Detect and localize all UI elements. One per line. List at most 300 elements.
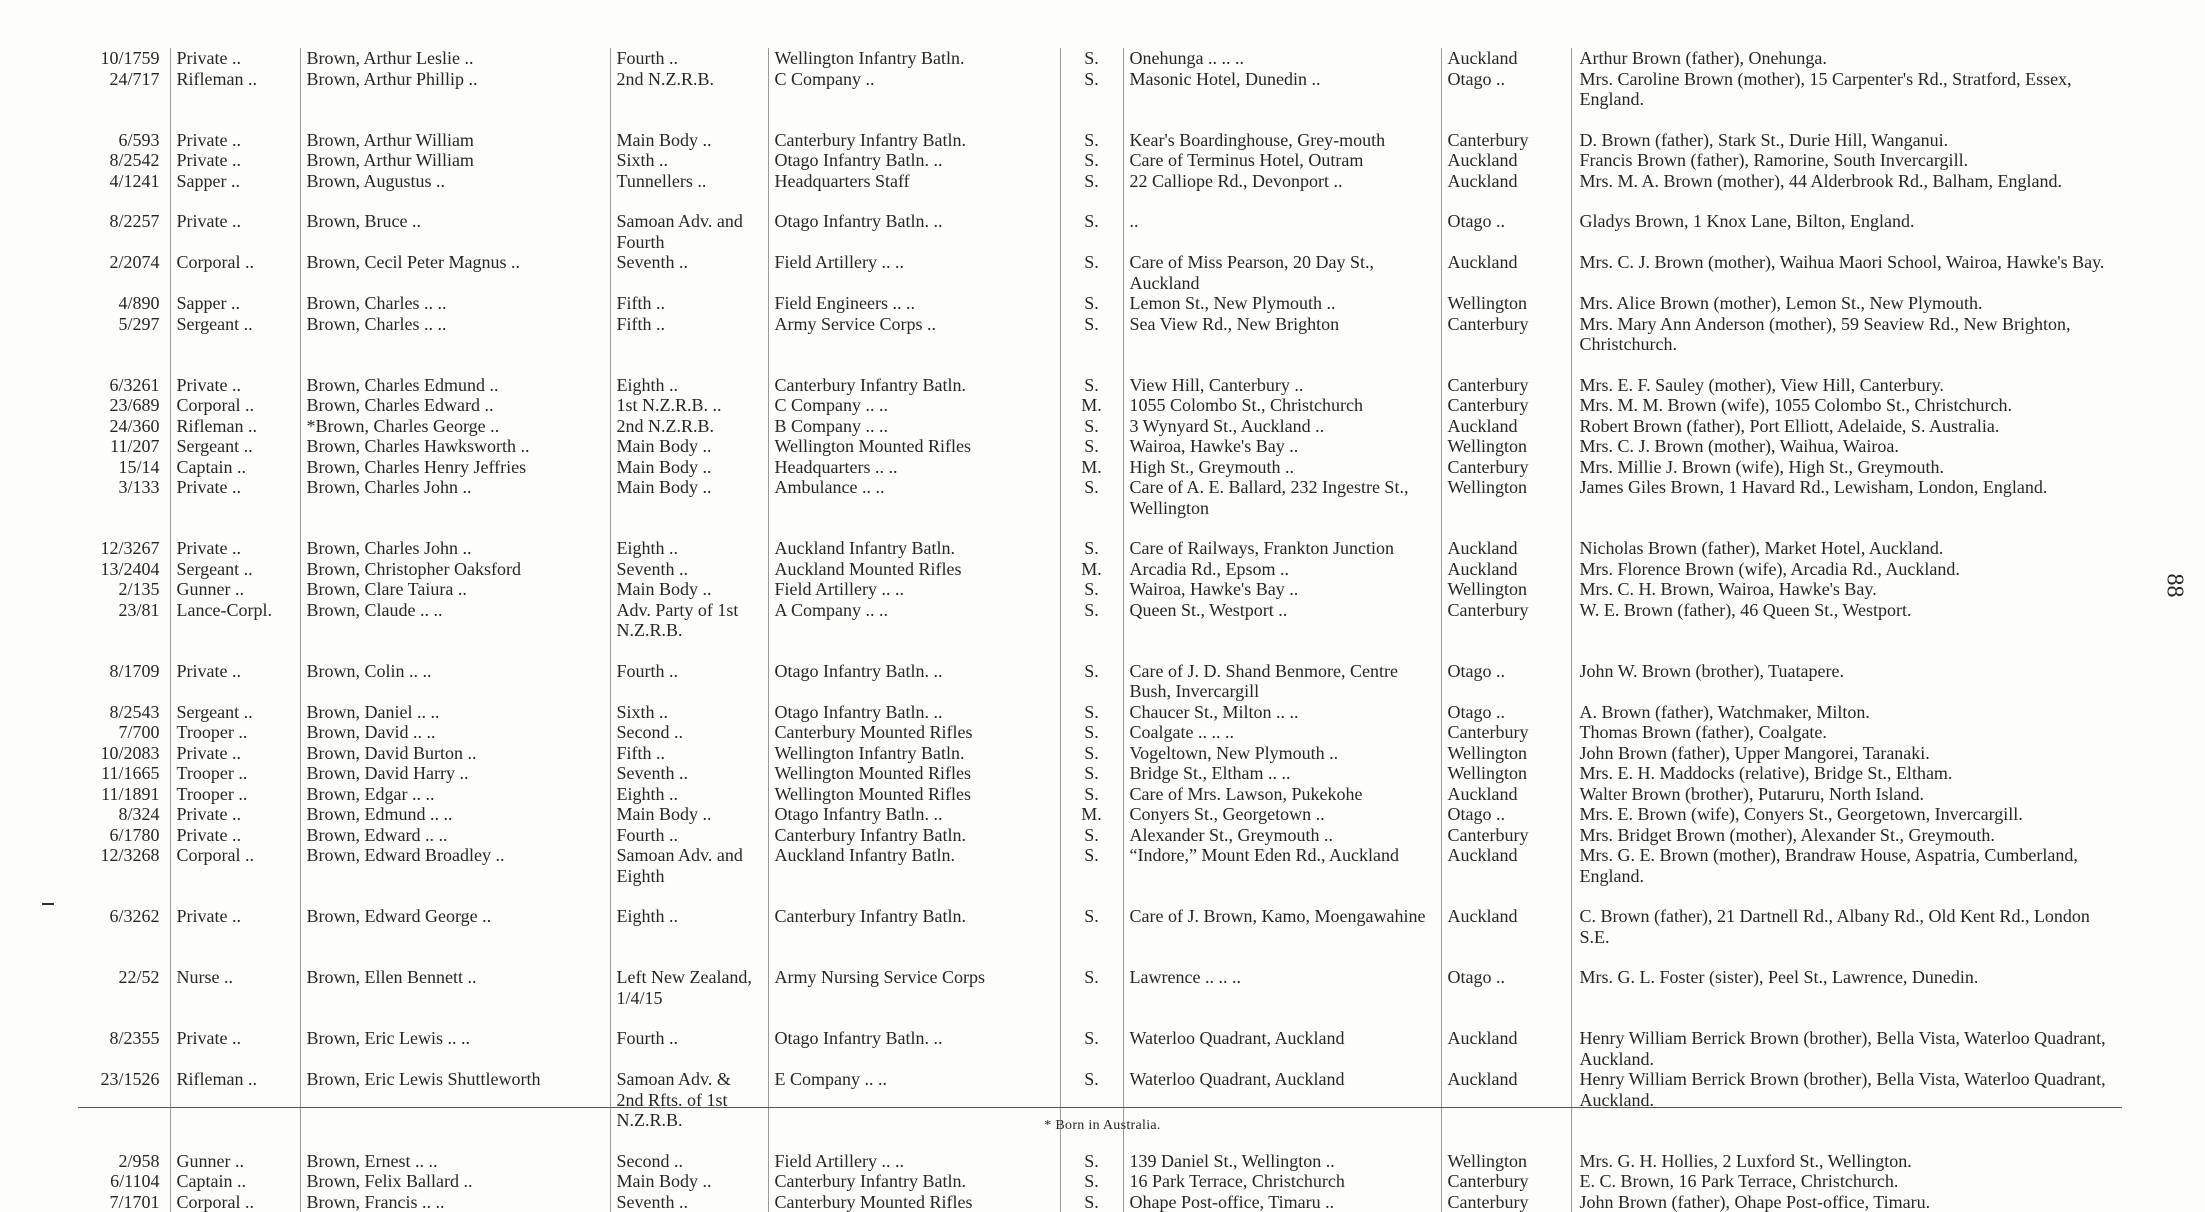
- service-number-cell: 7/1701: [78, 1192, 170, 1212]
- last-address-cell: 139 Daniel St., Wellington ..: [1123, 1131, 1441, 1172]
- marital-status-cell: M.: [1060, 395, 1123, 416]
- last-address-cell: Queen St., Westport ..: [1123, 600, 1441, 641]
- marital-status-cell: S.: [1060, 293, 1123, 314]
- draft-cell: Main Body ..: [610, 477, 768, 518]
- service-number-cell: 8/2543: [78, 702, 170, 723]
- name-cell: Brown, David Burton ..: [300, 743, 610, 764]
- unit-cell: Auckland Infantry Batln.: [768, 845, 1060, 886]
- district-cell: Wellington: [1441, 743, 1571, 764]
- name-cell: *Brown, Charles George ..: [300, 416, 610, 437]
- unit-cell: Otago Infantry Batln. ..: [768, 191, 1060, 252]
- nominal-roll-table: [78, 48, 2122, 1212]
- district-cell: Otago ..: [1441, 804, 1571, 825]
- next-of-kin-cell: Mrs. G. E. Brown (mother), Brandraw House, Aspatria, Cumberland, England.: [1571, 845, 2122, 886]
- next-of-kin-cell: Mrs. Bridget Brown (mother), Alexander St., Greymouth.: [1571, 825, 2122, 846]
- last-address-cell: Ohape Post-office, Timaru ..: [1123, 1192, 1441, 1212]
- draft-cell: Eighth ..: [610, 784, 768, 805]
- name-cell: Brown, Eric Lewis Shuttleworth: [300, 1069, 610, 1131]
- last-address-cell: 1055 Colombo St., Christchurch: [1123, 395, 1441, 416]
- table-row: [78, 559, 2122, 580]
- marital-status-cell: S.: [1060, 1008, 1123, 1069]
- unit-cell: Canterbury Infantry Batln.: [768, 355, 1060, 396]
- draft-cell: 2nd N.Z.R.B.: [610, 416, 768, 437]
- marital-status-cell: S.: [1060, 191, 1123, 252]
- marital-status-cell: S.: [1060, 69, 1123, 110]
- marital-status-cell: S.: [1060, 825, 1123, 846]
- next-of-kin-cell: D. Brown (father), Stark St., Durie Hill, Wanganui.: [1571, 110, 2122, 151]
- name-cell: Brown, Ellen Bennett ..: [300, 947, 610, 1008]
- unit-cell: Wellington Infantry Batln.: [768, 743, 1060, 764]
- rank-cell: Private ..: [170, 1008, 300, 1069]
- service-number-cell: 8/2542: [78, 150, 170, 171]
- unit-cell: Otago Infantry Batln. ..: [768, 804, 1060, 825]
- name-cell: Brown, David Harry ..: [300, 763, 610, 784]
- service-number-cell: 24/717: [78, 69, 170, 110]
- service-number-cell: 2/135: [78, 579, 170, 600]
- name-cell: Brown, Clare Taiura ..: [300, 579, 610, 600]
- draft-cell: Adv. Party of 1st N.Z.R.B.: [610, 600, 768, 641]
- next-of-kin-cell: Thomas Brown (father), Coalgate.: [1571, 722, 2122, 743]
- district-cell: Otago ..: [1441, 641, 1571, 702]
- name-cell: Brown, Christopher Oaksford: [300, 559, 610, 580]
- rank-cell: Private ..: [170, 48, 300, 69]
- marital-status-cell: S.: [1060, 171, 1123, 192]
- draft-cell: Fifth ..: [610, 293, 768, 314]
- district-cell: Auckland: [1441, 150, 1571, 171]
- table-row: [78, 600, 2122, 641]
- next-of-kin-cell: Francis Brown (father), Ramorine, South Invercargill.: [1571, 150, 2122, 171]
- last-address-cell: Bridge St., Eltham .. ..: [1123, 763, 1441, 784]
- district-cell: Auckland: [1441, 886, 1571, 947]
- unit-cell: Auckland Infantry Batln.: [768, 518, 1060, 559]
- service-number-cell: 22/52: [78, 947, 170, 1008]
- name-cell: Brown, Claude .. ..: [300, 600, 610, 641]
- next-of-kin-cell: Henry William Berrick Brown (brother), Bella Vista, Waterloo Quadrant, Auckland.: [1571, 1008, 2122, 1069]
- unit-cell: Headquarters .. ..: [768, 457, 1060, 478]
- service-number-cell: 23/81: [78, 600, 170, 641]
- name-cell: Brown, Cecil Peter Magnus ..: [300, 252, 610, 293]
- name-cell: Brown, Ernest .. ..: [300, 1131, 610, 1172]
- unit-cell: Wellington Infantry Batln.: [768, 48, 1060, 69]
- district-cell: Canterbury: [1441, 110, 1571, 151]
- service-number-cell: 2/2074: [78, 252, 170, 293]
- district-cell: Auckland: [1441, 559, 1571, 580]
- draft-cell: Eighth ..: [610, 518, 768, 559]
- last-address-cell: 16 Park Terrace, Christchurch: [1123, 1171, 1441, 1192]
- draft-cell: Seventh ..: [610, 1192, 768, 1212]
- unit-cell: Canterbury Infantry Batln.: [768, 1171, 1060, 1192]
- table-row: [78, 69, 2122, 110]
- unit-cell: Wellington Mounted Rifles: [768, 436, 1060, 457]
- service-number-cell: 10/2083: [78, 743, 170, 764]
- table-row: [78, 886, 2122, 947]
- marital-status-cell: S.: [1060, 436, 1123, 457]
- marital-status-cell: S.: [1060, 355, 1123, 396]
- draft-cell: Main Body ..: [610, 110, 768, 151]
- next-of-kin-cell: Mrs. M. M. Brown (wife), 1055 Colombo St., Christchurch.: [1571, 395, 2122, 416]
- next-of-kin-cell: Gladys Brown, 1 Knox Lane, Bilton, England.: [1571, 191, 2122, 252]
- district-cell: Otago ..: [1441, 69, 1571, 110]
- rank-cell: Private ..: [170, 477, 300, 518]
- table-row: [78, 457, 2122, 478]
- last-address-cell: Masonic Hotel, Dunedin ..: [1123, 69, 1441, 110]
- district-cell: Canterbury: [1441, 1171, 1571, 1192]
- service-number-cell: 24/360: [78, 416, 170, 437]
- unit-cell: Canterbury Infantry Batln.: [768, 110, 1060, 151]
- rank-cell: Nurse ..: [170, 947, 300, 1008]
- service-number-cell: 15/14: [78, 457, 170, 478]
- name-cell: Brown, Bruce ..: [300, 191, 610, 252]
- name-cell: Brown, Charles Edmund ..: [300, 355, 610, 396]
- name-cell: Brown, Charles .. ..: [300, 293, 610, 314]
- last-address-cell: Care of J. Brown, Kamo, Moengawahine: [1123, 886, 1441, 947]
- district-cell: Canterbury: [1441, 1192, 1571, 1212]
- last-address-cell: Care of Miss Pearson, 20 Day St., Auckland: [1123, 252, 1441, 293]
- rank-cell: Private ..: [170, 518, 300, 559]
- table-row: [78, 825, 2122, 846]
- service-number-cell: 11/207: [78, 436, 170, 457]
- last-address-cell: Lemon St., New Plymouth ..: [1123, 293, 1441, 314]
- district-cell: Wellington: [1441, 293, 1571, 314]
- unit-cell: Otago Infantry Batln. ..: [768, 150, 1060, 171]
- next-of-kin-cell: John Brown (father), Upper Mangorei, Taranaki.: [1571, 743, 2122, 764]
- table-row: [78, 784, 2122, 805]
- next-of-kin-cell: James Giles Brown, 1 Havard Rd., Lewisham, London, England.: [1571, 477, 2122, 518]
- service-number-cell: 6/593: [78, 110, 170, 151]
- unit-cell: Canterbury Mounted Rifles: [768, 722, 1060, 743]
- marital-status-cell: S.: [1060, 702, 1123, 723]
- name-cell: Brown, Colin .. ..: [300, 641, 610, 702]
- district-cell: Wellington: [1441, 1131, 1571, 1172]
- marital-status-cell: S.: [1060, 1069, 1123, 1131]
- table-row: [78, 702, 2122, 723]
- table-row: [78, 722, 2122, 743]
- service-number-cell: 6/3261: [78, 355, 170, 396]
- last-address-cell: Kear's Boardinghouse, Grey-mouth: [1123, 110, 1441, 151]
- name-cell: Brown, Edward Broadley ..: [300, 845, 610, 886]
- unit-cell: Army Nursing Service Corps: [768, 947, 1060, 1008]
- table-row: [78, 1008, 2122, 1069]
- marital-status-cell: S.: [1060, 845, 1123, 886]
- rank-cell: Captain ..: [170, 457, 300, 478]
- draft-cell: Sixth ..: [610, 150, 768, 171]
- service-number-cell: 6/1780: [78, 825, 170, 846]
- district-cell: Auckland: [1441, 416, 1571, 437]
- unit-cell: Otago Infantry Batln. ..: [768, 1008, 1060, 1069]
- marital-status-cell: S.: [1060, 784, 1123, 805]
- last-address-cell: Conyers St., Georgetown ..: [1123, 804, 1441, 825]
- last-address-cell: 3 Wynyard St., Auckland ..: [1123, 416, 1441, 437]
- rank-cell: Private ..: [170, 886, 300, 947]
- unit-cell: Canterbury Mounted Rifles: [768, 1192, 1060, 1212]
- unit-cell: Auckland Mounted Rifles: [768, 559, 1060, 580]
- draft-cell: Sixth ..: [610, 702, 768, 723]
- district-cell: Auckland: [1441, 252, 1571, 293]
- table-row: [78, 804, 2122, 825]
- table-row: [78, 171, 2122, 192]
- next-of-kin-cell: Mrs. Caroline Brown (mother), 15 Carpenter's Rd., Stratford, Essex, England.: [1571, 69, 2122, 110]
- table-row: [78, 395, 2122, 416]
- draft-cell: Samoan Adv. and Eighth: [610, 845, 768, 886]
- district-cell: Canterbury: [1441, 395, 1571, 416]
- table-row: [78, 579, 2122, 600]
- rank-cell: Private ..: [170, 743, 300, 764]
- draft-cell: Fifth ..: [610, 743, 768, 764]
- service-number-cell: 6/1104: [78, 1171, 170, 1192]
- rank-cell: Private ..: [170, 825, 300, 846]
- table-row: [78, 1131, 2122, 1172]
- table-row: [78, 477, 2122, 518]
- draft-cell: Left New Zealand, 1/4/15: [610, 947, 768, 1008]
- rank-cell: Private ..: [170, 191, 300, 252]
- table-row: [78, 150, 2122, 171]
- rank-cell: Private ..: [170, 641, 300, 702]
- district-cell: Canterbury: [1441, 600, 1571, 641]
- district-cell: Wellington: [1441, 579, 1571, 600]
- draft-cell: Second ..: [610, 1131, 768, 1172]
- next-of-kin-cell: John W. Brown (brother), Tuatapere.: [1571, 641, 2122, 702]
- unit-cell: C Company .. ..: [768, 395, 1060, 416]
- footnote: * Born in Australia.: [0, 1118, 2205, 1134]
- last-address-cell: Waterloo Quadrant, Auckland: [1123, 1008, 1441, 1069]
- rank-cell: Private ..: [170, 110, 300, 151]
- marital-status-cell: M.: [1060, 559, 1123, 580]
- service-number-cell: 12/3268: [78, 845, 170, 886]
- table-row: [78, 314, 2122, 355]
- district-cell: Auckland: [1441, 518, 1571, 559]
- service-number-cell: 11/1891: [78, 784, 170, 805]
- table-row: [78, 743, 2122, 764]
- rank-cell: Corporal ..: [170, 252, 300, 293]
- marital-status-cell: S.: [1060, 252, 1123, 293]
- service-number-cell: 8/1709: [78, 641, 170, 702]
- service-number-cell: 12/3267: [78, 518, 170, 559]
- last-address-cell: Waterloo Quadrant, Auckland: [1123, 1069, 1441, 1131]
- last-address-cell: Arcadia Rd., Epsom ..: [1123, 559, 1441, 580]
- draft-cell: Fourth ..: [610, 48, 768, 69]
- last-address-cell: ..: [1123, 191, 1441, 252]
- name-cell: Brown, Charles Hawksworth ..: [300, 436, 610, 457]
- rank-cell: Sergeant ..: [170, 314, 300, 355]
- marital-status-cell: S.: [1060, 110, 1123, 151]
- rank-cell: Trooper ..: [170, 763, 300, 784]
- district-cell: Canterbury: [1441, 314, 1571, 355]
- unit-cell: B Company .. ..: [768, 416, 1060, 437]
- next-of-kin-cell: John Brown (father), Ohape Post-office, Timaru.: [1571, 1192, 2122, 1212]
- draft-cell: Eighth ..: [610, 355, 768, 396]
- next-of-kin-cell: Nicholas Brown (father), Market Hotel, Auckland.: [1571, 518, 2122, 559]
- district-cell: Auckland: [1441, 784, 1571, 805]
- draft-cell: Main Body ..: [610, 579, 768, 600]
- next-of-kin-cell: Mrs. G. L. Foster (sister), Peel St., Lawrence, Dunedin.: [1571, 947, 2122, 1008]
- last-address-cell: Sea View Rd., New Brighton: [1123, 314, 1441, 355]
- service-number-cell: 2/958: [78, 1131, 170, 1172]
- next-of-kin-cell: Robert Brown (father), Port Elliott, Adelaide, S. Australia.: [1571, 416, 2122, 437]
- last-address-cell: Care of A. E. Ballard, 232 Ingestre St., Wellington: [1123, 477, 1441, 518]
- last-address-cell: Care of Railways, Frankton Junction: [1123, 518, 1441, 559]
- table-row: [78, 191, 2122, 252]
- marital-status-cell: S.: [1060, 763, 1123, 784]
- table-row: [78, 1192, 2122, 1212]
- marital-status-cell: S.: [1060, 314, 1123, 355]
- rank-cell: Gunner ..: [170, 1131, 300, 1172]
- service-number-cell: 8/324: [78, 804, 170, 825]
- next-of-kin-cell: Mrs. Mary Ann Anderson (mother), 59 Seaview Rd., New Brighton, Christchurch.: [1571, 314, 2122, 355]
- service-number-cell: 23/1526: [78, 1069, 170, 1131]
- service-number-cell: 6/3262: [78, 886, 170, 947]
- last-address-cell: Care of Mrs. Lawson, Pukekohe: [1123, 784, 1441, 805]
- rank-cell: Sergeant ..: [170, 702, 300, 723]
- marital-status-cell: S.: [1060, 947, 1123, 1008]
- last-address-cell: Chaucer St., Milton .. ..: [1123, 702, 1441, 723]
- table-row: [78, 518, 2122, 559]
- draft-cell: Eighth ..: [610, 886, 768, 947]
- last-address-cell: Vogeltown, New Plymouth ..: [1123, 743, 1441, 764]
- service-number-cell: 4/1241: [78, 171, 170, 192]
- last-address-cell: “Indore,” Mount Eden Rd., Auckland: [1123, 845, 1441, 886]
- marital-status-cell: S.: [1060, 150, 1123, 171]
- table-row: [78, 252, 2122, 293]
- draft-cell: Samoan Adv. and Fourth: [610, 191, 768, 252]
- last-address-cell: 22 Calliope Rd., Devonport ..: [1123, 171, 1441, 192]
- service-number-cell: 3/133: [78, 477, 170, 518]
- rank-cell: Rifleman ..: [170, 1069, 300, 1131]
- marital-status-cell: S.: [1060, 48, 1123, 69]
- name-cell: Brown, Eric Lewis .. ..: [300, 1008, 610, 1069]
- name-cell: Brown, Augustus ..: [300, 171, 610, 192]
- table-row: [78, 1171, 2122, 1192]
- name-cell: Brown, Arthur William: [300, 150, 610, 171]
- last-address-cell: High St., Greymouth ..: [1123, 457, 1441, 478]
- draft-cell: Samoan Adv. & 2nd Rfts. of 1st N.Z.R.B.: [610, 1069, 768, 1131]
- table-row: [78, 947, 2122, 1008]
- rank-cell: Lance-Corpl.: [170, 600, 300, 641]
- next-of-kin-cell: Mrs. E. F. Sauley (mother), View Hill, Canterbury.: [1571, 355, 2122, 396]
- name-cell: Brown, Arthur William: [300, 110, 610, 151]
- draft-cell: Fourth ..: [610, 641, 768, 702]
- unit-cell: Field Artillery .. ..: [768, 252, 1060, 293]
- rank-cell: Corporal ..: [170, 1192, 300, 1212]
- district-cell: Otago ..: [1441, 947, 1571, 1008]
- name-cell: Brown, David .. ..: [300, 722, 610, 743]
- unit-cell: Canterbury Infantry Batln.: [768, 886, 1060, 947]
- rank-cell: Sergeant ..: [170, 436, 300, 457]
- service-number-cell: 8/2257: [78, 191, 170, 252]
- roll-body: [78, 48, 2122, 1212]
- marital-status-cell: S.: [1060, 579, 1123, 600]
- unit-cell: Canterbury Infantry Batln.: [768, 825, 1060, 846]
- marital-status-cell: S.: [1060, 1192, 1123, 1212]
- rank-cell: Private ..: [170, 150, 300, 171]
- district-cell: Canterbury: [1441, 722, 1571, 743]
- table-row: [78, 436, 2122, 457]
- next-of-kin-cell: C. Brown (father), 21 Dartnell Rd., Albany Rd., Old Kent Rd., London S.E.: [1571, 886, 2122, 947]
- next-of-kin-cell: Mrs. M. A. Brown (mother), 44 Alderbrook Rd., Balham, England.: [1571, 171, 2122, 192]
- name-cell: Brown, Charles Edward ..: [300, 395, 610, 416]
- rank-cell: Sapper ..: [170, 293, 300, 314]
- marital-status-cell: S.: [1060, 743, 1123, 764]
- name-cell: Brown, Charles John ..: [300, 477, 610, 518]
- table-row: [78, 641, 2122, 702]
- footer-rule: [78, 1107, 2122, 1108]
- marital-status-cell: S.: [1060, 518, 1123, 559]
- rank-cell: Private ..: [170, 355, 300, 396]
- next-of-kin-cell: Mrs. C. J. Brown (mother), Waihua Maori School, Wairoa, Hawke's Bay.: [1571, 252, 2122, 293]
- rank-cell: Corporal ..: [170, 845, 300, 886]
- table-row: [78, 48, 2122, 69]
- district-cell: Auckland: [1441, 171, 1571, 192]
- marital-status-cell: S.: [1060, 416, 1123, 437]
- rank-cell: Trooper ..: [170, 784, 300, 805]
- unit-cell: Otago Infantry Batln. ..: [768, 702, 1060, 723]
- unit-cell: Wellington Mounted Rifles: [768, 763, 1060, 784]
- margin-mark: [42, 903, 54, 905]
- service-number-cell: 5/297: [78, 314, 170, 355]
- unit-cell: Otago Infantry Batln. ..: [768, 641, 1060, 702]
- marital-status-cell: S.: [1060, 722, 1123, 743]
- rank-cell: Trooper ..: [170, 722, 300, 743]
- name-cell: Brown, Francis .. ..: [300, 1192, 610, 1212]
- rank-cell: Rifleman ..: [170, 416, 300, 437]
- service-number-cell: 23/689: [78, 395, 170, 416]
- draft-cell: Main Body ..: [610, 457, 768, 478]
- table-row: [78, 293, 2122, 314]
- district-cell: Otago ..: [1441, 191, 1571, 252]
- rank-cell: Sergeant ..: [170, 559, 300, 580]
- unit-cell: Field Artillery .. ..: [768, 579, 1060, 600]
- unit-cell: Headquarters Staff: [768, 171, 1060, 192]
- district-cell: Auckland: [1441, 1069, 1571, 1131]
- table-row: [78, 110, 2122, 151]
- marital-status-cell: S.: [1060, 886, 1123, 947]
- district-cell: Wellington: [1441, 477, 1571, 518]
- last-address-cell: Wairoa, Hawke's Bay ..: [1123, 579, 1441, 600]
- last-address-cell: Wairoa, Hawke's Bay ..: [1123, 436, 1441, 457]
- draft-cell: 1st N.Z.R.B. ..: [610, 395, 768, 416]
- district-cell: Auckland: [1441, 845, 1571, 886]
- district-cell: Auckland: [1441, 1008, 1571, 1069]
- next-of-kin-cell: Mrs. Florence Brown (wife), Arcadia Rd., Auckland.: [1571, 559, 2122, 580]
- rank-cell: Private ..: [170, 804, 300, 825]
- unit-cell: A Company .. ..: [768, 600, 1060, 641]
- service-number-cell: 11/1665: [78, 763, 170, 784]
- draft-cell: Seventh ..: [610, 763, 768, 784]
- draft-cell: Main Body ..: [610, 436, 768, 457]
- next-of-kin-cell: Mrs. E. H. Maddocks (relative), Bridge St., Eltham.: [1571, 763, 2122, 784]
- last-address-cell: Coalgate .. .. ..: [1123, 722, 1441, 743]
- marital-status-cell: S.: [1060, 600, 1123, 641]
- name-cell: Brown, Charles Henry Jeffries: [300, 457, 610, 478]
- table-row: [78, 763, 2122, 784]
- name-cell: Brown, Felix Ballard ..: [300, 1171, 610, 1192]
- last-address-cell: Care of Terminus Hotel, Outram: [1123, 150, 1441, 171]
- last-address-cell: View Hill, Canterbury ..: [1123, 355, 1441, 396]
- table-row: [78, 416, 2122, 437]
- district-cell: Wellington: [1441, 436, 1571, 457]
- next-of-kin-cell: Henry William Berrick Brown (brother), Bella Vista, Waterloo Quadrant, Auckland.: [1571, 1069, 2122, 1131]
- unit-cell: C Company ..: [768, 69, 1060, 110]
- rank-cell: Captain ..: [170, 1171, 300, 1192]
- next-of-kin-cell: Mrs. G. H. Hollies, 2 Luxford St., Wellington.: [1571, 1131, 2122, 1172]
- name-cell: Brown, Edward George ..: [300, 886, 610, 947]
- next-of-kin-cell: Mrs. C. J. Brown (mother), Waihua, Wairoa.: [1571, 436, 2122, 457]
- district-cell: Wellington: [1441, 763, 1571, 784]
- service-number-cell: 7/700: [78, 722, 170, 743]
- name-cell: Brown, Edgar .. ..: [300, 784, 610, 805]
- unit-cell: Wellington Mounted Rifles: [768, 784, 1060, 805]
- draft-cell: 2nd N.Z.R.B.: [610, 69, 768, 110]
- unit-cell: Ambulance .. ..: [768, 477, 1060, 518]
